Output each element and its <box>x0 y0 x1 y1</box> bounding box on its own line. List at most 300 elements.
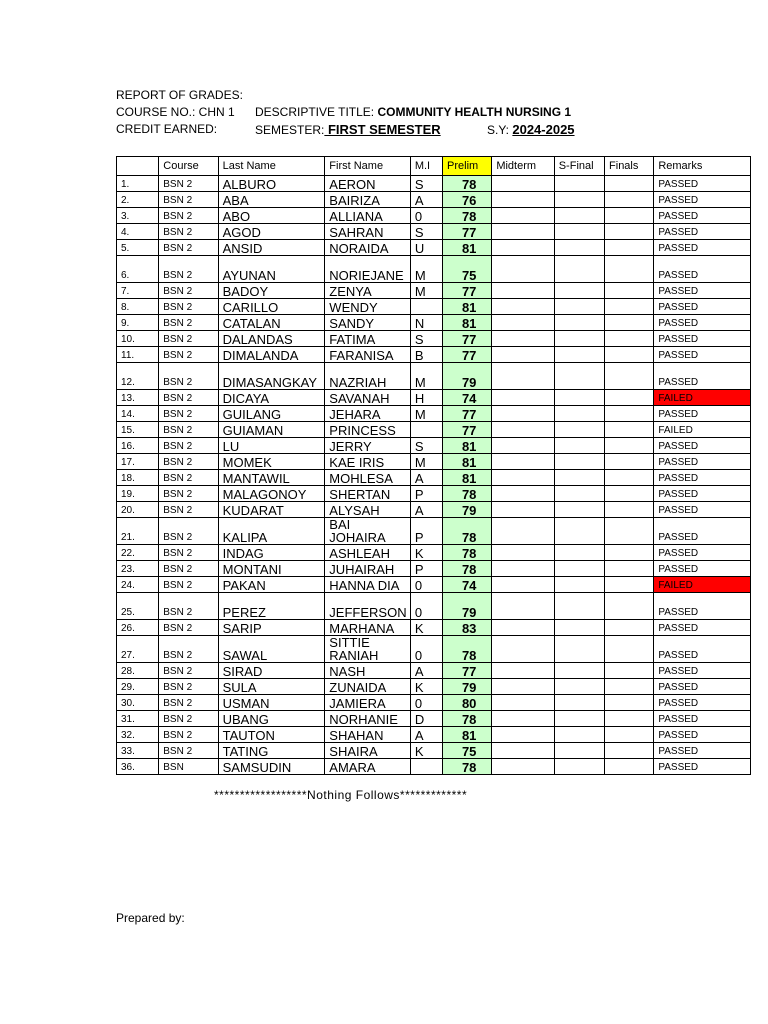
table-row <box>117 299 751 315</box>
last-name-cell: LU <box>218 438 325 454</box>
remarks-cell: PASSED <box>654 347 751 363</box>
course-cell: BSN 2 <box>159 663 218 679</box>
course-cell: BSN 2 <box>159 727 218 743</box>
remarks-cell: FAILED <box>654 390 751 406</box>
prelim-grade-cell: 79 <box>443 502 492 518</box>
table-row <box>117 561 751 577</box>
remarks-cell: PASSED <box>654 620 751 636</box>
finals-grade-cell <box>605 636 654 663</box>
mi-cell: S <box>410 224 442 240</box>
first-name-cell: SHAIRA <box>325 743 411 759</box>
course-cell: BSN 2 <box>159 679 218 695</box>
midterm-grade-cell <box>492 518 554 545</box>
remarks-cell: PASSED <box>654 208 751 224</box>
row-number: 23. <box>117 561 159 577</box>
first-name-cell: SHERTAN <box>325 486 411 502</box>
course-cell: BSN 2 <box>159 620 218 636</box>
midterm-grade-cell <box>492 470 554 486</box>
midterm-grade-cell <box>492 240 554 256</box>
prelim-grade-cell: 80 <box>443 695 492 711</box>
last-name-cell: MONTANI <box>218 561 325 577</box>
sfinal-grade-cell <box>554 470 604 486</box>
remarks-cell: PASSED <box>654 331 751 347</box>
row-number: 28. <box>117 663 159 679</box>
row-number: 32. <box>117 727 159 743</box>
sfinal-grade-cell <box>554 208 604 224</box>
prelim-grade-cell: 78 <box>443 518 492 545</box>
first-name-cell: ZENYA <box>325 283 411 299</box>
grades-table <box>116 156 751 775</box>
first-name-cell: PRINCESS <box>325 422 411 438</box>
sfinal-grade-cell <box>554 743 604 759</box>
first-name-cell: MOHLESA <box>325 470 411 486</box>
table-row <box>117 176 751 192</box>
last-name-cell: GUIAMAN <box>218 422 325 438</box>
sfinal-grade-cell <box>554 663 604 679</box>
mi-cell: H <box>410 390 442 406</box>
midterm-grade-cell <box>492 299 554 315</box>
sfinal-grade-cell <box>554 406 604 422</box>
row-number: 31. <box>117 711 159 727</box>
finals-grade-cell <box>605 283 654 299</box>
midterm-grade-cell <box>492 695 554 711</box>
remarks-cell: PASSED <box>654 363 751 390</box>
mi-cell: P <box>410 486 442 502</box>
course-cell: BSN 2 <box>159 406 218 422</box>
midterm-grade-cell <box>492 208 554 224</box>
table-row <box>117 406 751 422</box>
finals-grade-cell <box>605 422 654 438</box>
finals-grade-cell <box>605 299 654 315</box>
row-number: 17. <box>117 454 159 470</box>
sfinal-grade-cell <box>554 390 604 406</box>
mi-cell: A <box>410 192 442 208</box>
prelim-grade-cell: 77 <box>443 224 492 240</box>
first-name-cell: FATIMA <box>325 331 411 347</box>
prelim-grade-cell: 77 <box>443 406 492 422</box>
first-name-cell: JUHAIRAH <box>325 561 411 577</box>
remarks-cell: PASSED <box>654 727 751 743</box>
table-row <box>117 224 751 240</box>
last-name-cell: CARILLO <box>218 299 325 315</box>
prelim-grade-cell: 77 <box>443 347 492 363</box>
remarks-cell: PASSED <box>654 256 751 283</box>
course-cell: BSN 2 <box>159 299 218 315</box>
mi-cell: 0 <box>410 593 442 620</box>
prelim-grade-cell: 77 <box>443 422 492 438</box>
col-header-prelim: Prelim <box>443 157 492 176</box>
prepared-by-label: Prepared by: <box>116 911 185 925</box>
table-row <box>117 545 751 561</box>
prelim-grade-cell: 79 <box>443 593 492 620</box>
table-row <box>117 347 751 363</box>
prelim-grade-cell: 81 <box>443 727 492 743</box>
finals-grade-cell <box>605 470 654 486</box>
last-name-cell: KUDARAT <box>218 502 325 518</box>
sfinal-grade-cell <box>554 363 604 390</box>
midterm-grade-cell <box>492 390 554 406</box>
mi-cell: S <box>410 438 442 454</box>
prelim-grade-cell: 78 <box>443 759 492 775</box>
finals-grade-cell <box>605 176 654 192</box>
prelim-grade-cell: 74 <box>443 390 492 406</box>
first-name-cell: SAVANAH <box>325 390 411 406</box>
first-name-cell: WENDY <box>325 299 411 315</box>
semester <box>255 122 441 137</box>
course-cell: BSN 2 <box>159 283 218 299</box>
prelim-grade-cell: 81 <box>443 438 492 454</box>
first-name-cell: BAIRIZA <box>325 192 411 208</box>
prelim-grade-cell: 76 <box>443 192 492 208</box>
finals-grade-cell <box>605 502 654 518</box>
last-name-cell: ALBURO <box>218 176 325 192</box>
course-cell: BSN 2 <box>159 711 218 727</box>
course-cell: BSN 2 <box>159 518 218 545</box>
table-row <box>117 679 751 695</box>
last-name-cell: SARIP <box>218 620 325 636</box>
table-row <box>117 208 751 224</box>
first-name-cell: ALYSAH <box>325 502 411 518</box>
remarks-cell: PASSED <box>654 561 751 577</box>
first-name-cell: ZUNAIDA <box>325 679 411 695</box>
table-row <box>117 390 751 406</box>
credit-earned: CREDIT EARNED: <box>116 122 218 136</box>
table-row <box>117 422 751 438</box>
report-title: REPORT OF GRADES: <box>116 88 243 102</box>
table-row <box>117 663 751 679</box>
finals-grade-cell <box>605 561 654 577</box>
last-name-cell: ANSID <box>218 240 325 256</box>
midterm-grade-cell <box>492 593 554 620</box>
table-row <box>117 636 751 663</box>
course-cell: BSN 2 <box>159 315 218 331</box>
course-cell: BSN 2 <box>159 224 218 240</box>
row-number: 29. <box>117 679 159 695</box>
table-row <box>117 454 751 470</box>
finals-grade-cell <box>605 711 654 727</box>
sfinal-grade-cell <box>554 695 604 711</box>
finals-grade-cell <box>605 454 654 470</box>
course-cell: BSN 2 <box>159 577 218 593</box>
table-row <box>117 518 751 545</box>
course-cell: BSN 2 <box>159 347 218 363</box>
first-name-cell: JEHARA <box>325 406 411 422</box>
finals-grade-cell <box>605 593 654 620</box>
last-name-cell: SIRAD <box>218 663 325 679</box>
sfinal-grade-cell <box>554 176 604 192</box>
course-cell: BSN <box>159 759 218 775</box>
finals-grade-cell <box>605 679 654 695</box>
sfinal-grade-cell <box>554 711 604 727</box>
finals-grade-cell <box>605 695 654 711</box>
remarks-cell: PASSED <box>654 406 751 422</box>
prelim-grade-cell: 75 <box>443 256 492 283</box>
descriptive-title-value: COMMUNITY HEALTH NURSING 1 <box>377 105 572 119</box>
finals-grade-cell <box>605 518 654 545</box>
table-row <box>117 743 751 759</box>
first-name-cell: JAMIERA <box>325 695 411 711</box>
finals-grade-cell <box>605 256 654 283</box>
midterm-grade-cell <box>492 347 554 363</box>
course-cell: BSN 2 <box>159 422 218 438</box>
remarks-cell: FAILED <box>654 577 751 593</box>
prelim-grade-cell: 78 <box>443 636 492 663</box>
row-number: 1. <box>117 176 159 192</box>
mi-cell: S <box>410 176 442 192</box>
midterm-grade-cell <box>492 636 554 663</box>
course-cell: BSN 2 <box>159 545 218 561</box>
remarks-cell: PASSED <box>654 663 751 679</box>
first-name-cell: NASH <box>325 663 411 679</box>
remarks-cell: PASSED <box>654 545 751 561</box>
mi-cell: M <box>410 406 442 422</box>
last-name-cell: DIMASANGKAY <box>218 363 325 390</box>
sy-label: S.Y: <box>487 123 510 137</box>
row-number: 33. <box>117 743 159 759</box>
finals-grade-cell <box>605 438 654 454</box>
school-year <box>487 122 575 137</box>
first-name-cell: SITTIE RANIAH <box>325 636 411 663</box>
midterm-grade-cell <box>492 422 554 438</box>
midterm-grade-cell <box>492 743 554 759</box>
first-name-cell: SANDY <box>325 315 411 331</box>
mi-cell: K <box>410 545 442 561</box>
col-header-course: Course <box>159 157 218 176</box>
last-name-cell: PAKAN <box>218 577 325 593</box>
remarks-cell: PASSED <box>654 695 751 711</box>
row-number: 3. <box>117 208 159 224</box>
last-name-cell: SAMSUDIN <box>218 759 325 775</box>
prelim-grade-cell: 81 <box>443 454 492 470</box>
sfinal-grade-cell <box>554 502 604 518</box>
finals-grade-cell <box>605 347 654 363</box>
row-number: 27. <box>117 636 159 663</box>
mi-cell: 0 <box>410 577 442 593</box>
table-row <box>117 331 751 347</box>
midterm-grade-cell <box>492 192 554 208</box>
midterm-grade-cell <box>492 283 554 299</box>
prelim-grade-cell: 77 <box>443 283 492 299</box>
row-number: 14. <box>117 406 159 422</box>
row-number: 24. <box>117 577 159 593</box>
midterm-grade-cell <box>492 224 554 240</box>
last-name-cell: GUILANG <box>218 406 325 422</box>
first-name-cell: ASHLEAH <box>325 545 411 561</box>
midterm-grade-cell <box>492 331 554 347</box>
table-row <box>117 192 751 208</box>
prelim-grade-cell: 77 <box>443 663 492 679</box>
remarks-cell: PASSED <box>654 502 751 518</box>
first-name-cell: FARANISA <box>325 347 411 363</box>
row-number: 25. <box>117 593 159 620</box>
prelim-grade-cell: 78 <box>443 208 492 224</box>
course-cell: BSN 2 <box>159 390 218 406</box>
mi-cell: A <box>410 663 442 679</box>
first-name-cell: JEFFERSON <box>325 593 411 620</box>
prelim-grade-cell: 81 <box>443 299 492 315</box>
remarks-cell: PASSED <box>654 470 751 486</box>
midterm-grade-cell <box>492 176 554 192</box>
sfinal-grade-cell <box>554 331 604 347</box>
first-name-cell: NAZRIAH <box>325 363 411 390</box>
first-name-cell: MARHANA <box>325 620 411 636</box>
table-row <box>117 727 751 743</box>
row-number: 30. <box>117 695 159 711</box>
remarks-cell: PASSED <box>654 759 751 775</box>
finals-grade-cell <box>605 363 654 390</box>
table-row <box>117 438 751 454</box>
midterm-grade-cell <box>492 759 554 775</box>
row-number: 9. <box>117 315 159 331</box>
table-row <box>117 315 751 331</box>
descriptive-title <box>255 105 571 119</box>
table-row <box>117 283 751 299</box>
prelim-grade-cell: 81 <box>443 240 492 256</box>
remarks-cell: PASSED <box>654 454 751 470</box>
last-name-cell: TATING <box>218 743 325 759</box>
mi-cell: U <box>410 240 442 256</box>
last-name-cell: DIMALANDA <box>218 347 325 363</box>
last-name-cell: PEREZ <box>218 593 325 620</box>
sfinal-grade-cell <box>554 545 604 561</box>
course-cell: BSN 2 <box>159 486 218 502</box>
mi-cell: P <box>410 561 442 577</box>
midterm-grade-cell <box>492 454 554 470</box>
table-row <box>117 759 751 775</box>
midterm-grade-cell <box>492 406 554 422</box>
first-name-cell: NORAIDA <box>325 240 411 256</box>
sfinal-grade-cell <box>554 256 604 283</box>
last-name-cell: MALAGONOY <box>218 486 325 502</box>
midterm-grade-cell <box>492 438 554 454</box>
table-row <box>117 577 751 593</box>
last-name-cell: BADOY <box>218 283 325 299</box>
mi-cell: M <box>410 363 442 390</box>
last-name-cell: SULA <box>218 679 325 695</box>
prelim-grade-cell: 83 <box>443 620 492 636</box>
mi-cell: M <box>410 256 442 283</box>
table-row <box>117 695 751 711</box>
sfinal-grade-cell <box>554 620 604 636</box>
prelim-grade-cell: 78 <box>443 711 492 727</box>
midterm-grade-cell <box>492 561 554 577</box>
sfinal-grade-cell <box>554 759 604 775</box>
last-name-cell: INDAG <box>218 545 325 561</box>
finals-grade-cell <box>605 486 654 502</box>
finals-grade-cell <box>605 224 654 240</box>
table-row <box>117 711 751 727</box>
sfinal-grade-cell <box>554 422 604 438</box>
sfinal-grade-cell <box>554 561 604 577</box>
last-name-cell: AGOD <box>218 224 325 240</box>
course-cell: BSN 2 <box>159 363 218 390</box>
midterm-grade-cell <box>492 502 554 518</box>
first-name-cell: AERON <box>325 176 411 192</box>
mi-cell: K <box>410 743 442 759</box>
remarks-cell: PASSED <box>654 192 751 208</box>
nothing-follows-note: ******************Nothing Follows************* <box>214 788 468 802</box>
row-number: 6. <box>117 256 159 283</box>
remarks-cell: PASSED <box>654 240 751 256</box>
first-name-cell: NORIEJANE <box>325 256 411 283</box>
prelim-grade-cell: 75 <box>443 743 492 759</box>
prelim-grade-cell: 74 <box>443 577 492 593</box>
mi-cell: A <box>410 502 442 518</box>
course-cell: BSN 2 <box>159 743 218 759</box>
row-number: 36. <box>117 759 159 775</box>
prelim-grade-cell: 78 <box>443 545 492 561</box>
first-name-cell: HANNA DIA <box>325 577 411 593</box>
mi-cell: A <box>410 727 442 743</box>
finals-grade-cell <box>605 759 654 775</box>
course-cell: BSN 2 <box>159 561 218 577</box>
sfinal-grade-cell <box>554 636 604 663</box>
midterm-grade-cell <box>492 711 554 727</box>
last-name-cell: AYUNAN <box>218 256 325 283</box>
course-cell: BSN 2 <box>159 208 218 224</box>
table-row <box>117 620 751 636</box>
col-header-number <box>117 157 159 176</box>
mi-cell: M <box>410 454 442 470</box>
table-row <box>117 256 751 283</box>
finals-grade-cell <box>605 192 654 208</box>
sfinal-grade-cell <box>554 454 604 470</box>
last-name-cell: DICAYA <box>218 390 325 406</box>
mi-cell: A <box>410 470 442 486</box>
first-name-cell: SHAHAN <box>325 727 411 743</box>
sfinal-grade-cell <box>554 679 604 695</box>
last-name-cell: CATALAN <box>218 315 325 331</box>
row-number: 18. <box>117 470 159 486</box>
row-number: 20. <box>117 502 159 518</box>
remarks-cell: PASSED <box>654 743 751 759</box>
sfinal-grade-cell <box>554 347 604 363</box>
prelim-grade-cell: 78 <box>443 176 492 192</box>
row-number: 16. <box>117 438 159 454</box>
last-name-cell: USMAN <box>218 695 325 711</box>
sfinal-grade-cell <box>554 486 604 502</box>
first-name-cell: SAHRAN <box>325 224 411 240</box>
col-header-finals: Finals <box>605 157 654 176</box>
course-cell: BSN 2 <box>159 636 218 663</box>
first-name-cell: JERRY <box>325 438 411 454</box>
prelim-grade-cell: 81 <box>443 470 492 486</box>
table-row <box>117 502 751 518</box>
prelim-grade-cell: 77 <box>443 331 492 347</box>
first-name-cell: NORHANIE <box>325 711 411 727</box>
first-name-cell: KAE IRIS <box>325 454 411 470</box>
mi-cell <box>410 759 442 775</box>
row-number: 4. <box>117 224 159 240</box>
remarks-cell: PASSED <box>654 438 751 454</box>
finals-grade-cell <box>605 577 654 593</box>
first-name-cell: AMARA <box>325 759 411 775</box>
remarks-cell: PASSED <box>654 224 751 240</box>
finals-grade-cell <box>605 743 654 759</box>
table-row <box>117 593 751 620</box>
remarks-cell: PASSED <box>654 593 751 620</box>
midterm-grade-cell <box>492 679 554 695</box>
row-number: 2. <box>117 192 159 208</box>
remarks-cell: PASSED <box>654 636 751 663</box>
row-number: 21. <box>117 518 159 545</box>
last-name-cell: SAWAL <box>218 636 325 663</box>
finals-grade-cell <box>605 663 654 679</box>
sfinal-grade-cell <box>554 240 604 256</box>
last-name-cell: DALANDAS <box>218 331 325 347</box>
mi-cell: 0 <box>410 208 442 224</box>
descriptive-title-label: DESCRIPTIVE TITLE: <box>255 105 375 119</box>
